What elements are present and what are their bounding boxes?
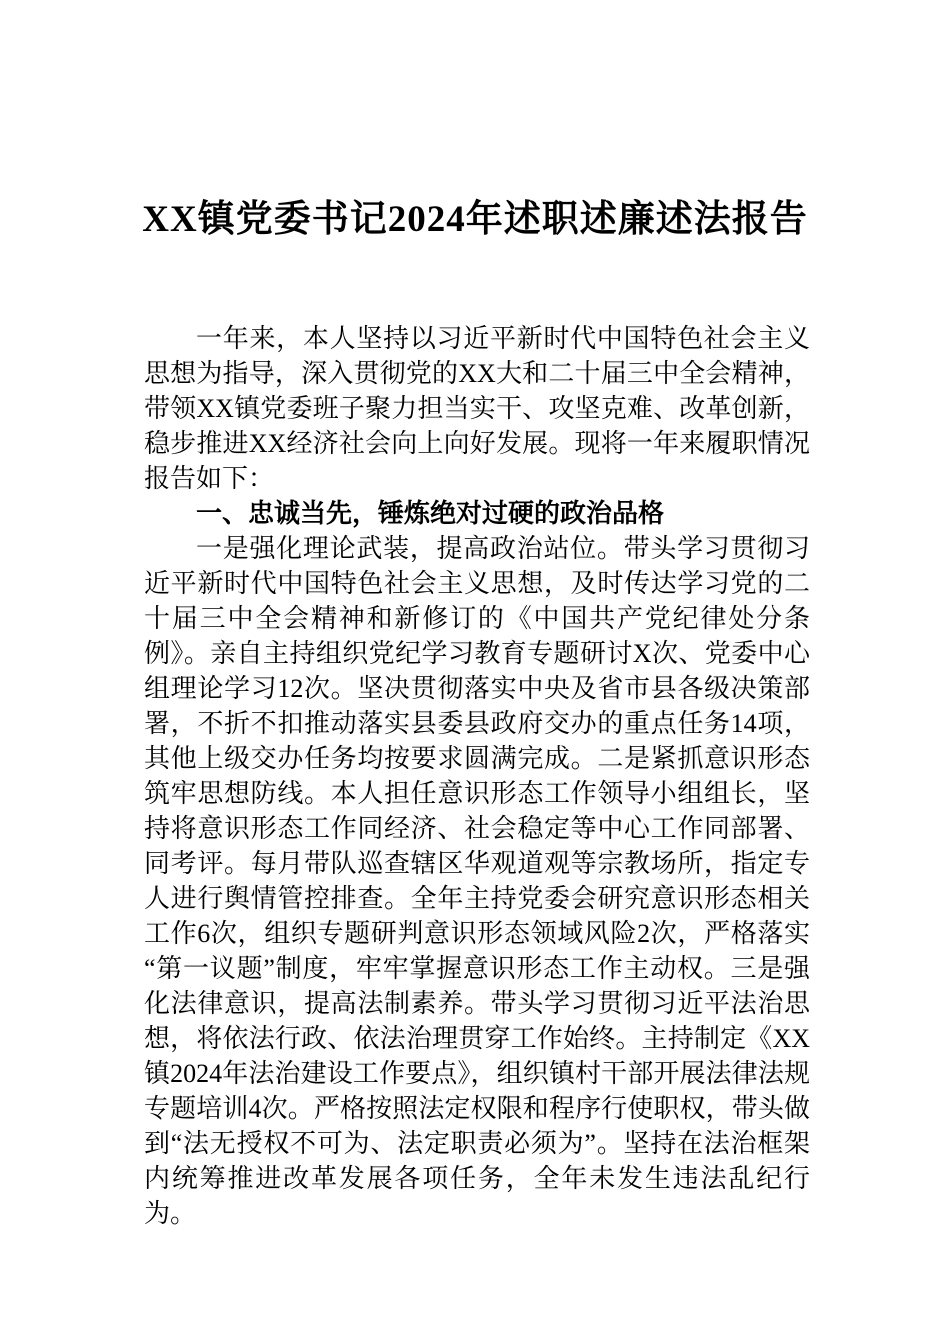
document-body bbox=[144, 321, 810, 1231]
document-title: XX镇党委书记2024年述职述廉述法报告 bbox=[142, 199, 808, 240]
intro-paragraph: 一年来，本人坚持以习近平新时代中国特色社会主义思想为指导，深入贯彻党的XX大和二十届三中全会精神，带领XX镇党委班子聚力担当实干、攻坚克难、改革创新，稳步推进XX经济社会向上向好发展。现将一年来履职情况报告如下： bbox=[144, 324, 810, 493]
section-1-heading: 一、忠诚当先，锤炼绝对过硬的政治品格 bbox=[196, 498, 665, 528]
section-1-body-paragraph: 一是强化理论武装，提高政治站位。带头学习贯彻习近平新时代中国特色社会主义思想，及时传达学习党的二十届三中全会精神和新修订的《中国共产党纪律处分条例》。亲自主持组织党纪学习教育专题研讨X次、党委中心组理论学习12次。坚决贯彻落实中央及省市县各级决策部署，不折不扣推动落实县委县政府交办的重点任务14项，其他上级交办任务均按要求圆满完成。二是紧抓意识形态筑牢思想防线。本人担任意识形态工作领导小组组长，坚持将意识形态工作同经济、社会稳定等中心工作同部署、同考评。每月带队巡查辖区华观道观等宗教场所，指定专人进行舆情管控排查。全年主持党委会研究意识形态相关工作6次，组织专题研判意识形态领域风险2次，严格落实“第一议题”制度，牢牢掌握意识形态工作主动权。三是强化法律意识，提高法制素养。带头学习贯彻习近平法治思想，将依法行政、依法治理贯穿工作始终。主持制定《XX镇2024年法治建设工作要点》，组织镇村干部开展法律法规专题培训4次。严格按照法定权限和程序行使职权，带头做到“法无授权不可为、法定职责必须为”。坚持在法治框架内统筹推进改革发展各项任务，全年未发生违法乱纪行为。 bbox=[144, 534, 810, 1228]
